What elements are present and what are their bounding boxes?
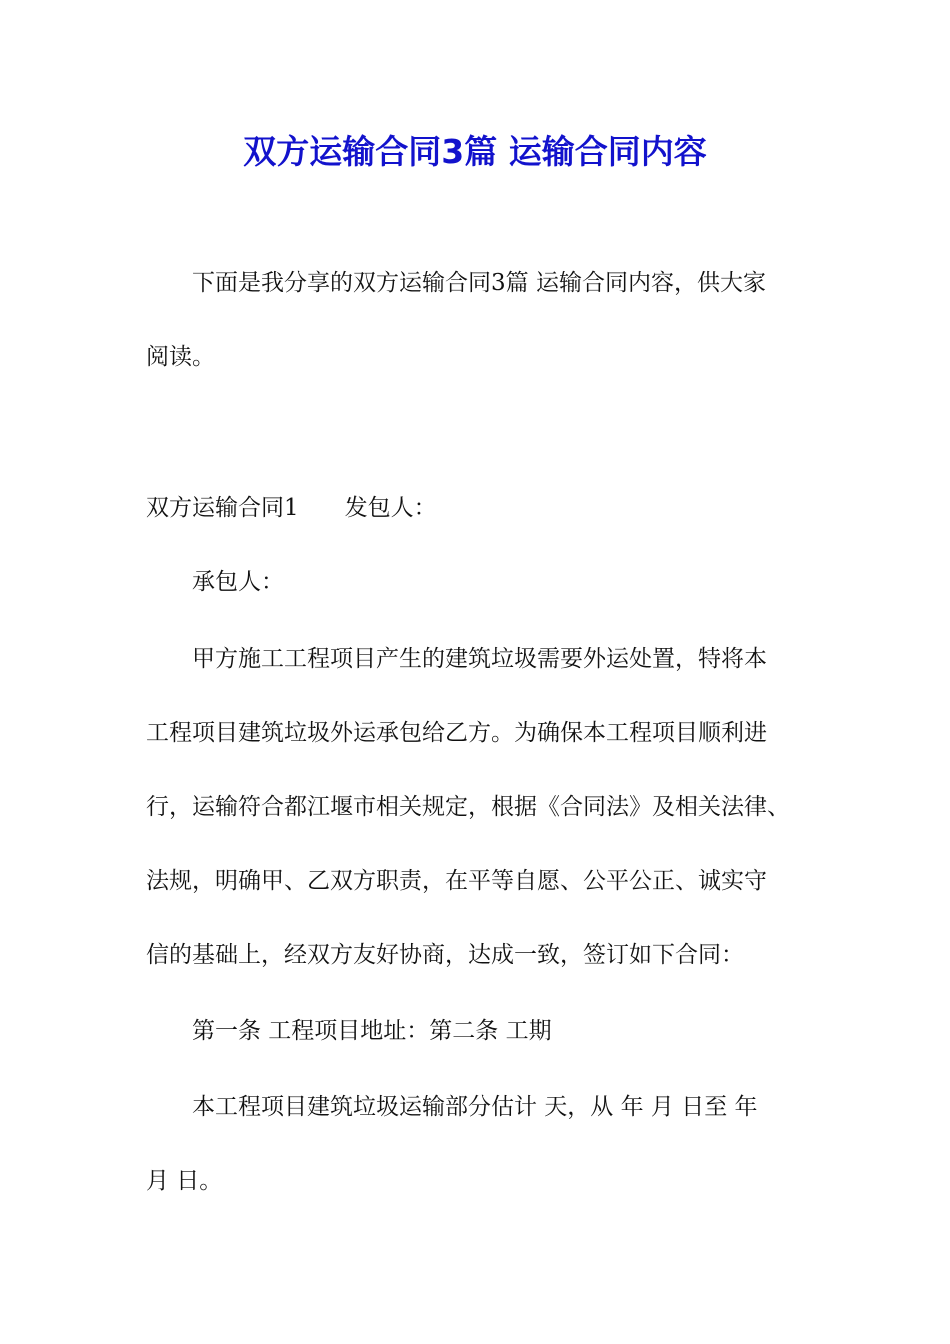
paragraph-line-article-1: 第一条 工程项目地址：第二条 工期 bbox=[192, 1018, 552, 1044]
paragraph-line-contractor: 承包人： bbox=[192, 569, 284, 595]
paragraph-line-body-5: 信的基础上，经双方友好协商，达成一致，签订如下合同： bbox=[146, 942, 744, 968]
paragraph-line-body-4: 法规，明确甲、乙双方职责，在平等自愿、公平公正、诚实守 bbox=[146, 868, 767, 894]
paragraph-line-intro-2: 阅读。 bbox=[146, 344, 215, 370]
document-title: 双方运输合同3篇 运输合同内容 bbox=[243, 132, 707, 171]
paragraph-line-period-2: 月 日。 bbox=[146, 1168, 223, 1194]
paragraph-line-intro-1: 下面是我分享的双方运输合同3篇 运输合同内容，供大家 bbox=[192, 270, 766, 296]
paragraph-line-body-3: 行，运输符合都江堰市相关规定，根据《合同法》及相关法律、 bbox=[146, 794, 790, 820]
paragraph-line-period-1: 本工程项目建筑垃圾运输部分估计 天，从 年 月 日至 年 bbox=[192, 1094, 758, 1120]
section-heading-contract-1: 双方运输合同1 发包人： bbox=[146, 495, 437, 521]
paragraph-line-body-1: 甲方施工工程项目产生的建筑垃圾需要外运处置，特将本 bbox=[192, 646, 767, 672]
paragraph-line-body-2: 工程项目建筑垃圾外运承包给乙方。为确保本工程项目顺利进 bbox=[146, 720, 767, 746]
